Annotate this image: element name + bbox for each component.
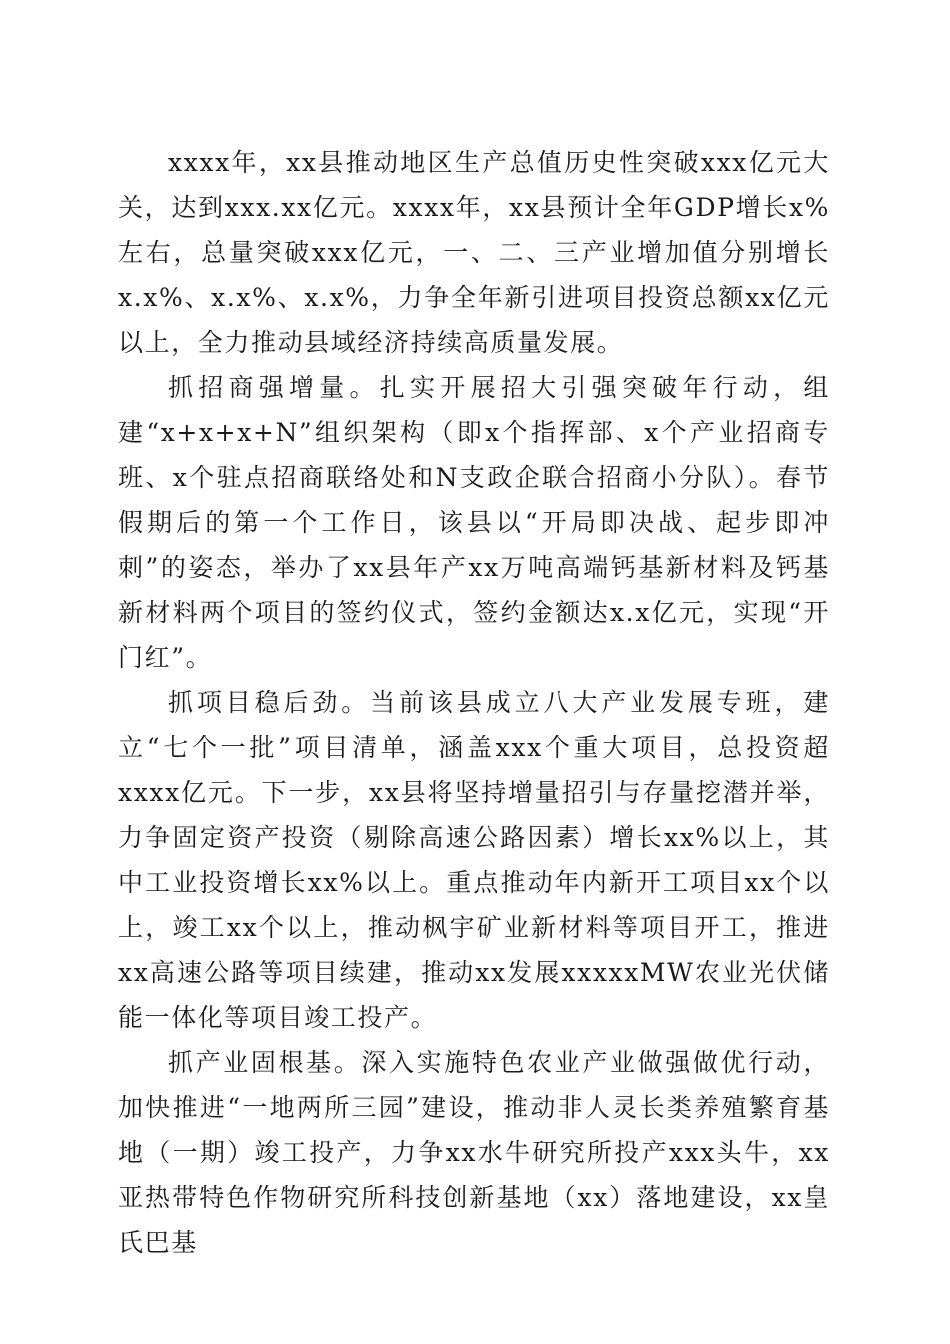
paragraph-projects: 抓项目稳后劲。当前该县成立八大产业发展专班，建立“七个一批”项目清单，涵盖xxx个重大项目，总投资超xxxx亿元。下一步，xx县将坚持增量招引与存量挖潜并举，力争固定资产投资（剔除高速公路因素）增长xx%以上，其中工业投资增长xx%以上。重点推动年内新开工项目xx个以上，竣工xx个以上，推动枫宇矿业新材料等项目开工，推进xx高速公路等项目续建，推动xx发展xxxxxMW农业光伏储能一体化等项目竣工投产。 xyxy=(118,688,831,1032)
document-body xyxy=(118,140,830,1265)
paragraph-gdp-overview: xxxx年，xx县推动地区生产总值历史性突破xxx亿元大关，达到xxx.xx亿元。xxxx年，xx县预计全年GDP增长x%左右，总量突破xxx亿元，一、二、三产业增加值分别增长x.x%、x.x%、x.x%，力争全年新引进项目投资总额xx亿元以上，全力推动县域经济持续高质量发展。 xyxy=(118,148,830,357)
paragraph-industry: 抓产业固根基。深入实施特色农业产业做强做优行动，加快推进“一地两所三园”建设，推动非人灵长类养殖繁育基地（一期）竣工投产，力争xx水牛研究所投产xxx头牛，xx亚热带特色作物研究所科技创新基地（xx）落地建设，xx皇氏巴基 xyxy=(118,1048,830,1257)
paragraph-investment-attraction: 抓招商强增量。扎实开展招大引强突破年行动，组建“x+x+x+N”组织架构（即x个指挥部、x个产业招商专班、x个驻点招商联络处和N支政企联合招商小分队）。春节假期后的第一个工作日，该县以“开局即决战、起步即冲刺”的姿态，举办了xx县年产xx万吨高端钙基新材料及钙基新材料两个项目的签约仪式，签约金额达x.x亿元，实现“开门红”。 xyxy=(118,373,830,672)
